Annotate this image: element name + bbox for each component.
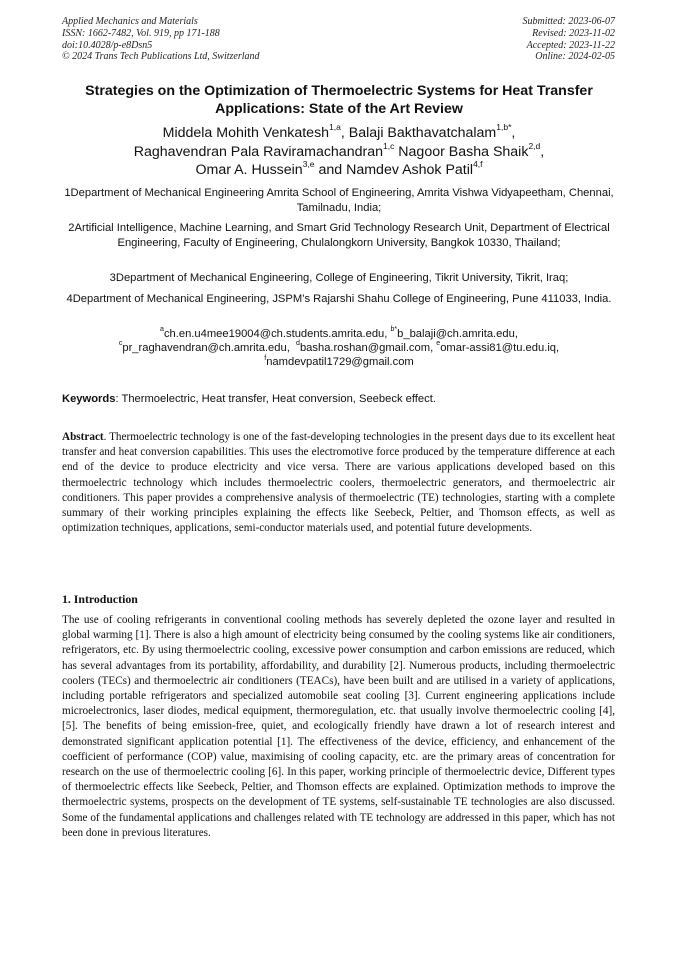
keywords-text: : Thermoelectric, Heat transfer, Heat conversion, Seebeck effect.: [115, 393, 436, 405]
email-mark: b*: [390, 326, 398, 334]
author-separator: ,: [540, 143, 545, 160]
email-separator: ,: [430, 342, 437, 355]
journal-name: Applied Mechanics and Materials: [62, 16, 198, 27]
author-name: Nagoor Basha Shaik: [398, 143, 529, 160]
author-emails: [62, 327, 616, 370]
author-name: Raghavendran Pala Raviramachandran: [133, 143, 383, 160]
accepted-date: Accepted: 2023-11-22: [526, 39, 615, 51]
author-separator: ,: [511, 125, 516, 141]
publication-dates: [523, 16, 616, 63]
keywords: [62, 392, 616, 406]
author-name: Balaji Bakthavatchalam: [348, 125, 497, 141]
author-name: Omar A. Hussein: [195, 162, 303, 179]
abstract-label: Abstract: [62, 431, 104, 443]
email-mark: d: [296, 340, 300, 348]
submitted-date: Submitted: 2023-06-07: [522, 16, 615, 27]
doi: doi:10.4028/p-e8Dsn5: [62, 39, 153, 51]
email-separator: ,: [384, 328, 391, 340]
author-affiliation-mark: 1,c: [383, 140, 395, 151]
journal-info: [62, 16, 260, 63]
email-mark: c: [118, 340, 123, 348]
author-affiliation-mark: 1,b*: [496, 122, 512, 133]
author-affiliation-mark: 2,d: [528, 140, 541, 151]
author-name: Namdev Ashok Patil: [346, 162, 474, 179]
abstract-text: . Thermoelectric technology is one of the fast-developing technologies in the present days due to its excellent heat transfer and heat conversion capabilities. This uses the electromotive force produced by the temperature difference at each end of the device to produce electricity and vice versa. There are various applications developed based on this thermoelectric technology which includes thermoelectric coolers, thermoelectric generators, and thermoelectric air conditioners. This paper provides a comprehensive analysis of thermoelectric (TE) technologies, starting with a complete summary of their working principles explaining the effects like Seebeck, Peltier, and Thomson effects, as well as optimization techniques, applications, semi-conductor materials used, and potential future developments.: [62, 431, 615, 535]
email-separator: ,: [556, 342, 560, 355]
author-affiliation-mark: 1,a: [329, 122, 341, 133]
email-link[interactable]: pr_raghavendran@ch.amrita.edu: [122, 342, 287, 355]
affiliation-2: 2Artificial Intelligence, Machine Learning, and Smart Grid Technology Research Unit, Department of Electrical Engineering, Faculty of Engineering, Chulalongkorn University, Bangkok 10330, Thailand;: [68, 222, 610, 249]
email-separator: ,: [286, 342, 297, 355]
email-link[interactable]: omar-assi81@tu.edu.iq: [440, 342, 557, 355]
email-mark: f: [264, 354, 267, 362]
author-separator: and: [314, 162, 347, 179]
email-link[interactable]: b_balaji@ch.amrita.edu: [397, 328, 515, 340]
email-mark: e: [436, 340, 441, 348]
revised-date: Revised: 2023-11-02: [532, 27, 615, 39]
email-link[interactable]: namdevpatil1729@gmail.com: [266, 356, 414, 369]
email-link[interactable]: ch.en.u4mee19004@ch.students.amrita.edu: [163, 328, 385, 340]
issn-volume: ISSN: 1662-7482, Vol. 919, pp 171-188: [62, 27, 220, 39]
affiliation-1: 1Department of Mechanical Engineering Amrita School of Engineering, Amrita Vishwa Vidyapeetham, Chennai, Tamilnadu, India;: [64, 187, 614, 214]
introduction-paragraph: The use of cooling refrigerants in conventional cooling methods has severely depleted the ozone layer and resulted in global warming [1]. There is also a high amount of electricity being consumed by the cooling systems like air conditioners, refrigerators, etc. By using thermoelectric cooling, excessive power consumption and carbon emissions are reduced, which has several advantages from its portability, affordability, and durability [2]. Numerous products, including thermoelectric coolers (TECs) and thermoelectric air conditioners (TEACs), have been built and are utilised in a variety of applications, including portable refrigerators and specialized automobile seat cooling [3]. Current engineering applications include microelectronics, laser diodes, medical equipment, thermoregulation, etc. that usually involve thermoelectric cooling [4], [5]. The benefits of being emission-free, quiet, and ecologically friendly have drawn a lot of research interest and demonstrated significant application potential [1]. The effectiveness of the device, efficiency, and enhancement of the coefficient of performance (COP) value, maximising of cooling capacity, etc. are the primary areas of concentration for research on the use of thermoelectric cooling [6]. In this paper, working principle of thermoelectric device, Different types of thermoelectric effects like Seebeck, Peltier, and Thomson effects are explained. Optimization methods to improve the thermoelectric systems, prospects on the development of TE systems, self-sustainable TE technologies are also discussed. Some of the fundamental applications and challenges related with TE technology are addressed in this paper, which has not been done in previous literatures.: [62, 614, 615, 839]
online-date: Online: 2024-02-05: [535, 51, 615, 63]
email-mark: a: [160, 326, 164, 334]
abstract: [62, 430, 615, 536]
email-link[interactable]: basha.roshan@gmail.com: [299, 342, 431, 355]
author-affiliation-mark: 3,e: [302, 159, 315, 170]
affiliation-4: 4Department of Mechanical Engineering, JSPM’s Rajarshi Shahu College of Engineering, Pune 411033, India.: [66, 293, 612, 305]
keywords-label: Keywords: [62, 393, 116, 405]
author-separator: ,: [340, 125, 349, 141]
author-name: Middela Mohith Venkatesh: [162, 125, 330, 141]
paper-title: Strategies on the Optimization of Thermoelectric Systems for Heat Transfer Applications: State of the Art Review: [85, 83, 593, 117]
section-heading-introduction: 1. Introduction: [62, 592, 138, 606]
author-list: [62, 124, 616, 180]
affiliation-3: 3Department of Mechanical Engineering, College of Engineering, Tikrit University, Tikrit, Iraq;: [109, 272, 569, 284]
copyright: © 2024 Trans Tech Publications Ltd, Switzerland: [62, 51, 260, 63]
email-separator: ,: [514, 328, 518, 340]
author-affiliation-mark: 4,f: [473, 159, 483, 170]
